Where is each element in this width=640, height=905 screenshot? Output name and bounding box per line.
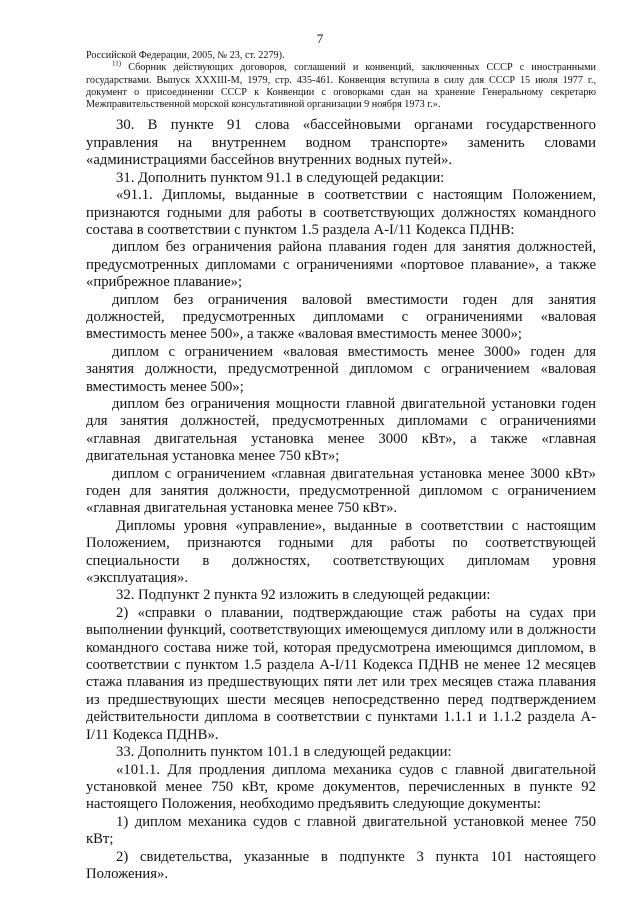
item-engine-power-3000: диплом с ограничением «главная двигательная установка менее 3000 кВт» годен для занятия должности, предусмотренной дипломом с ограничением «главная двигательная установка менее 750 кВт». <box>86 465 596 517</box>
footnote-11 <box>86 59 596 111</box>
item-navigation-area: диплом без ограничения района плавания годен для занятия должностей, предусмотренных дипломами с ограничениями «портовое плавание», а также «прибрежное плавание»; <box>86 239 596 291</box>
footnote-marker: 11) <box>112 59 122 68</box>
footnotes <box>86 50 596 111</box>
item-gross-tonnage: диплом без ограничения валовой вместимости годен для занятия должностей, предусмотренных дипломами с ограничениями «валовая вместимость менее 500», а также «валовая вместимость менее 3000»; <box>86 291 596 343</box>
item-management-level: Дипломы уровня «управление», выданные в соответствии с настоящим Положением, признаются годными для работы по соответствующей специальности в должностях, соответствующих дипломам уровня «эксплуатация». <box>86 517 596 587</box>
page-content <box>86 50 596 883</box>
paragraph-33: 33. Дополнить пунктом 101.1 в следующей редакции: <box>116 744 452 761</box>
footnote-continuation: Российской Федерации, 2005, № 23, ст. 2279). <box>86 50 285 61</box>
quote-91-1: «91.1. Дипломы, выданные в соответствии с настоящим Положением, признаются годными для работы в соответствующих должностях командного состава в соответствии с пунктом 1.5 раздела A-I/11 Кодекса ПДНВ: <box>86 187 596 238</box>
subitem-1: 1) диплом механика судов с главной двигательной установкой менее 750 кВт; <box>86 813 596 848</box>
quote-101-1: «101.1. Для продления диплома механика судов с главной двигательной установкой менее 750 кВт, кроме документов, перечисленных в пункте 92 настоящего Положения, необходимо предъявить следующие документы: <box>86 761 596 813</box>
paragraph-31: 31. Дополнить пунктом 91.1 в следующей редакции: <box>116 169 445 186</box>
body-text <box>86 117 596 883</box>
subitem-2: 2) свидетельства, указанные в подпункте 3 пункта 101 настоящего Положения». <box>86 848 596 882</box>
page-number: 7 <box>316 31 324 46</box>
paragraph-30: 30. В пункте 91 слова «бассейновыми органами государственного управления на внутреннем водном транспорте» заменить словами «администрациями бассейнов внутренних водных путей». <box>86 117 596 169</box>
item-gross-tonnage-3000: диплом с ограничением «валовая вместимость менее 3000» годен для занятия должности, предусмотренной дипломом с ограничением «валовая вместимость менее 500»; <box>86 343 596 395</box>
paragraph-32: 32. Подпункт 2 пункта 92 изложить в следующей редакции: <box>116 587 491 604</box>
footnote-text: Сборник действующих договоров, соглашений и конвенций, заключенных СССР с иностранными государствами. Выпуск XXXIII-М, 1979, стр. 435-461. Конвенция вступила в силу для СССР 15 июля 1977 г., документ о присоединении СССР к Конвенции с оговорками сдан на хранение Генеральному секретарю Межправительственной морской консультативной организации 9 ноября 1973 г.». <box>86 62 596 111</box>
item-engine-power: диплом без ограничения мощности главной двигательной установки годен для занятия должностей, предусмотренных дипломами с ограничениями «главная двигательная установка менее 3000 кВт», а также «главная двигательная установка менее 750 кВт»; <box>86 395 596 465</box>
subitem-2-quote: 2) «справки о плавании, подтверждающие стаж работы на судах при выполнении функций, соответствующих имеющемуся диплому или в должности командного состава ниже той, которая предусмотрена имеющимся дипломом, в соответствии с пунктом 1.5 раздела A-I/11 Кодекса ПДНВ не менее 12 месяцев стажа плавания из предшествующих пяти лет или трех месяцев стажа плавания из предшествующих шести месяцев непосредственно перед подтверждением действительности диплома в соответствии с пунктами 1.1.1 и 1.1.2 раздела A-I/11 Кодекса ПДНВ». <box>86 604 596 743</box>
